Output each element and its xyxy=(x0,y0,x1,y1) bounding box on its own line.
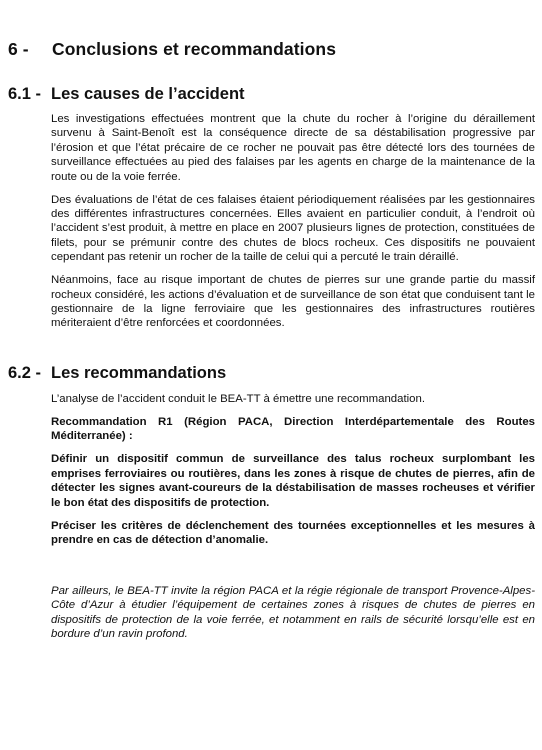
causes-body xyxy=(51,112,535,339)
section-heading xyxy=(8,39,336,60)
subsection-number: 6.2 - xyxy=(8,364,42,382)
recommendations-body xyxy=(51,392,535,556)
closing-note: Par ailleurs, le BEA-TT invite la région PACA et la régie régionale de transport Provence-Alpes-Côte d’Azur à étudier l’équipement de certaines zones à risques de chutes de pierres en dispositifs de protection de la voie ferrée, et notamment en rails de sécurité lorsqu’elle est en bordure d’un ravin profond. xyxy=(51,585,535,641)
subsection-heading-causes xyxy=(8,85,245,104)
section-number: 6 - xyxy=(8,39,29,59)
paragraph: Des évaluations de l’état de ces falaises étaient périodiquement réalisées par les gestionnaires des différentes infrastructures concernées. Elles avaient en particulier conduit, à l’endroit où l’accident s’est produit, à mettre en place en 2007 plusieurs lignes de protection, constituées de filets, pour se prémunir contre des chutes de blocs rocheux. Ces dispositifs ne pouvaient cependant pas retenir un rocher de la taille de celui qui a percuté le train déraillé. xyxy=(51,193,535,264)
subsection-title: Les causes de l’accident xyxy=(51,85,245,103)
intro-paragraph: L’analyse de l’accident conduit le BEA-TT à émettre une recommandation. xyxy=(51,393,425,405)
subsection-heading-recommendations xyxy=(8,364,226,383)
section-title: Conclusions et recommandations xyxy=(52,39,337,59)
closing-note-block xyxy=(51,584,535,650)
recommendation-heading: Recommandation R1 (Région PACA, Direction Interdépartementale des Routes Méditerranée) : xyxy=(51,416,535,443)
subsection-number: 6.1 - xyxy=(8,85,42,103)
paragraph: Néanmoins, face au risque important de chutes de pierres sur une grande partie du massif rocheux considéré, les actions d’évaluation et de surveillance de son état que conduisent tant le gestionnaire de la ligne ferroviaire que les gestionnaires des infrastructures routières mériteraient d’être renforcées et coordonnées. xyxy=(51,274,535,330)
recommendation-body: Préciser les critères de déclenchement des tournées exceptionnelles et les mesures à prendre en cas de détection d’anomalie. xyxy=(51,519,535,547)
recommendation-body: Définir un dispositif commun de surveillance des talus rocheux surplombant les emprises ferroviaires ou routières, dans les zones à risque de chutes de pierres, afin de détecter les signes avant-coureurs de la déstabilisation de masses rocheuses et vérifier le bon état des dispositifs de protection. xyxy=(51,453,535,509)
subsection-title: Les recommandations xyxy=(51,364,227,382)
paragraph: Les investigations effectuées montrent que la chute du rocher à l’origine du déraillement survenu à Saint-Benoît est la conséquence directe de sa déstabilisation progressive par l’érosion et que l’état précaire de ce rocher ne pouvait pas être détecté lors des tournées de surveillance effectuées au pied des falaises par les agents en charge de la maintenance de la route ou de la voie ferrée. xyxy=(51,113,535,183)
